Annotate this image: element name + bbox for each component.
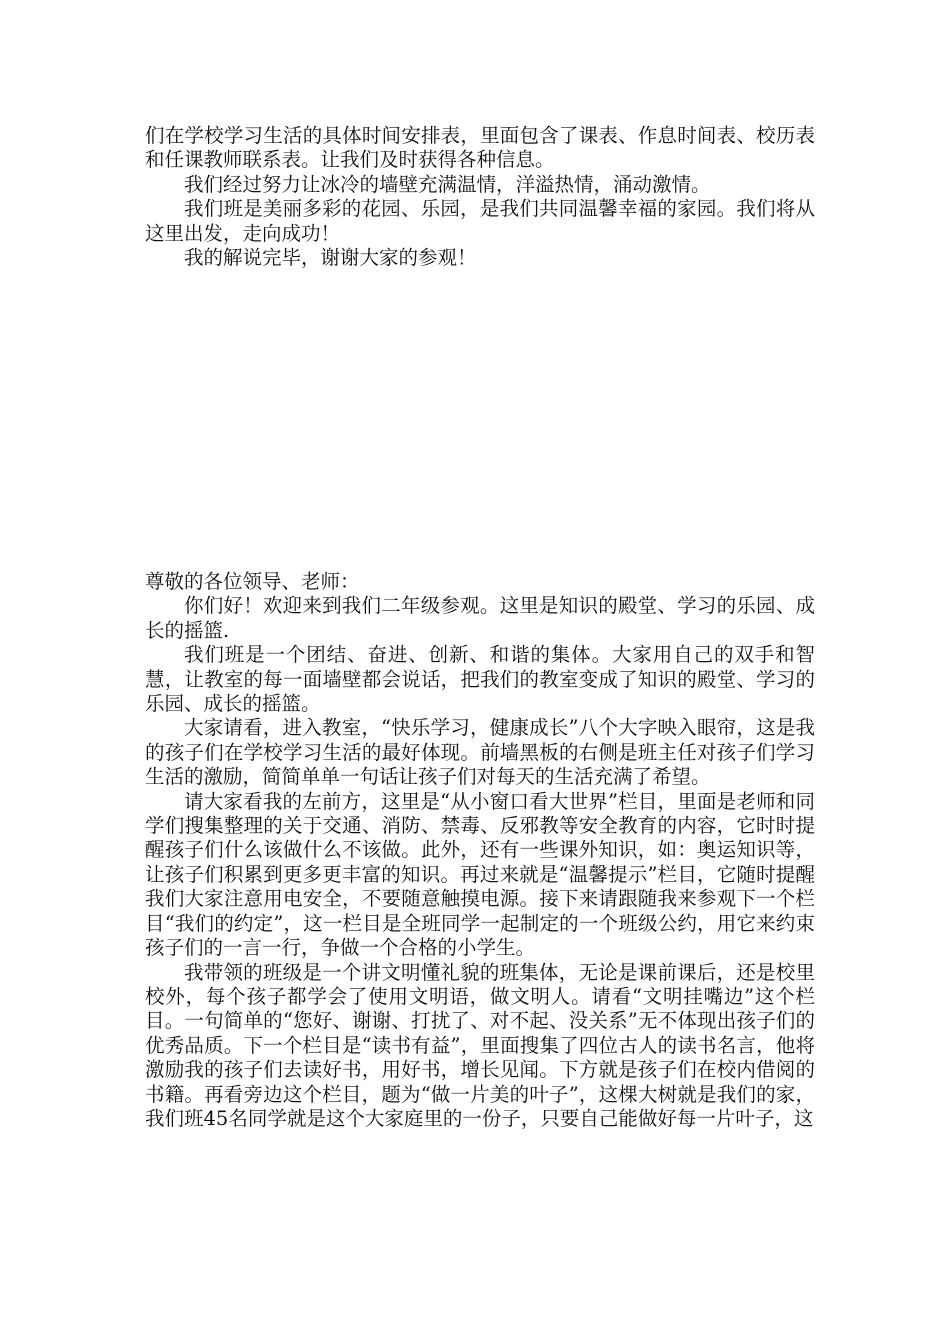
paragraph: 我的解说完毕，谢谢大家的参观！ [184, 246, 477, 270]
text-block-bottom [145, 570, 815, 1131]
paragraph: 我们班是一个团结、奋进、创新、和谐的集体。大家用自己的双手和智慧，让教室的每一面墙壁都会说话，把我们的教室变成了知识的殿堂、学习的乐园、成长的摇篮。 [145, 643, 815, 716]
paragraph: 你们好！欢迎来到我们二年级参观。这里是知识的殿堂、学习的乐园、成长的摇篮. [145, 594, 815, 642]
paragraph: 我们经过努力让冰冷的墙壁充满温情，洋溢热情，涌动激情。 [184, 172, 711, 196]
text-block-top [145, 124, 815, 270]
paragraph-continued: 们在学校学习生活的具体时间安排表，里面包含了课表、作息时间表、校历表和任课教师联系表。让我们及时获得各种信息。 [145, 124, 815, 172]
paragraph: 大家请看，进入教室，“快乐学习，健康成长”八个大字映入眼帘，这是我的孩子们在学校学习生活的最好体现。前墙黑板的右侧是班主任对孩子们学习生活的激励，简简单单一句话让孩子们对每天的生活充满了希望。 [145, 716, 815, 789]
salutation: 尊敬的各位领导、老师： [145, 570, 360, 593]
paragraph: 我带领的班级是一个讲文明懂礼貌的班集体，无论是课前课后，还是校里校外，每个孩子都学会了使用文明语，做文明人。请看“文明挂嘴边”这个栏目。一句简单的“您好、谢谢、打扰了、对不起、没关系”无不体现出孩子们的优秀品质。下一个栏目是“读书有益”，里面搜集了四位古人的读书名言，他将激励我的孩子们去读好书，用好书，增长见闻。下方就是孩子们在校内借阅的书籍。再看旁边这个栏目，题为“做一片美的叶子”，这棵大树就是我们的家，我们班45名同学就是这个大家庭里的一份子，只要自己能做好每一片叶子，这 [145, 960, 815, 1130]
paragraph: 请大家看我的左前方，这里是“从小窗口看大世界”栏目，里面是老师和同学们搜集整理的关于交通、消防、禁毒、反邪教等安全教育的内容，它时时提醒孩子们什么该做什么不该做。此外，还有一些课外知识，如：奥运知识等，让孩子们积累到更多更丰富的知识。再过来就是“温馨提示”栏目，它随时提醒我们大家注意用电安全，不要随意触摸电源。接下来请跟随我来参观下一个栏目“我们的约定”，这一栏目是全班同学一起制定的一个班级公约，用它来约束孩子们的一言一行，争做一个合格的小学生。 [145, 789, 815, 960]
paragraph: 我们班是美丽多彩的花园、乐园，是我们共同温馨幸福的家园。我们将从这里出发，走向成功！ [145, 197, 815, 245]
